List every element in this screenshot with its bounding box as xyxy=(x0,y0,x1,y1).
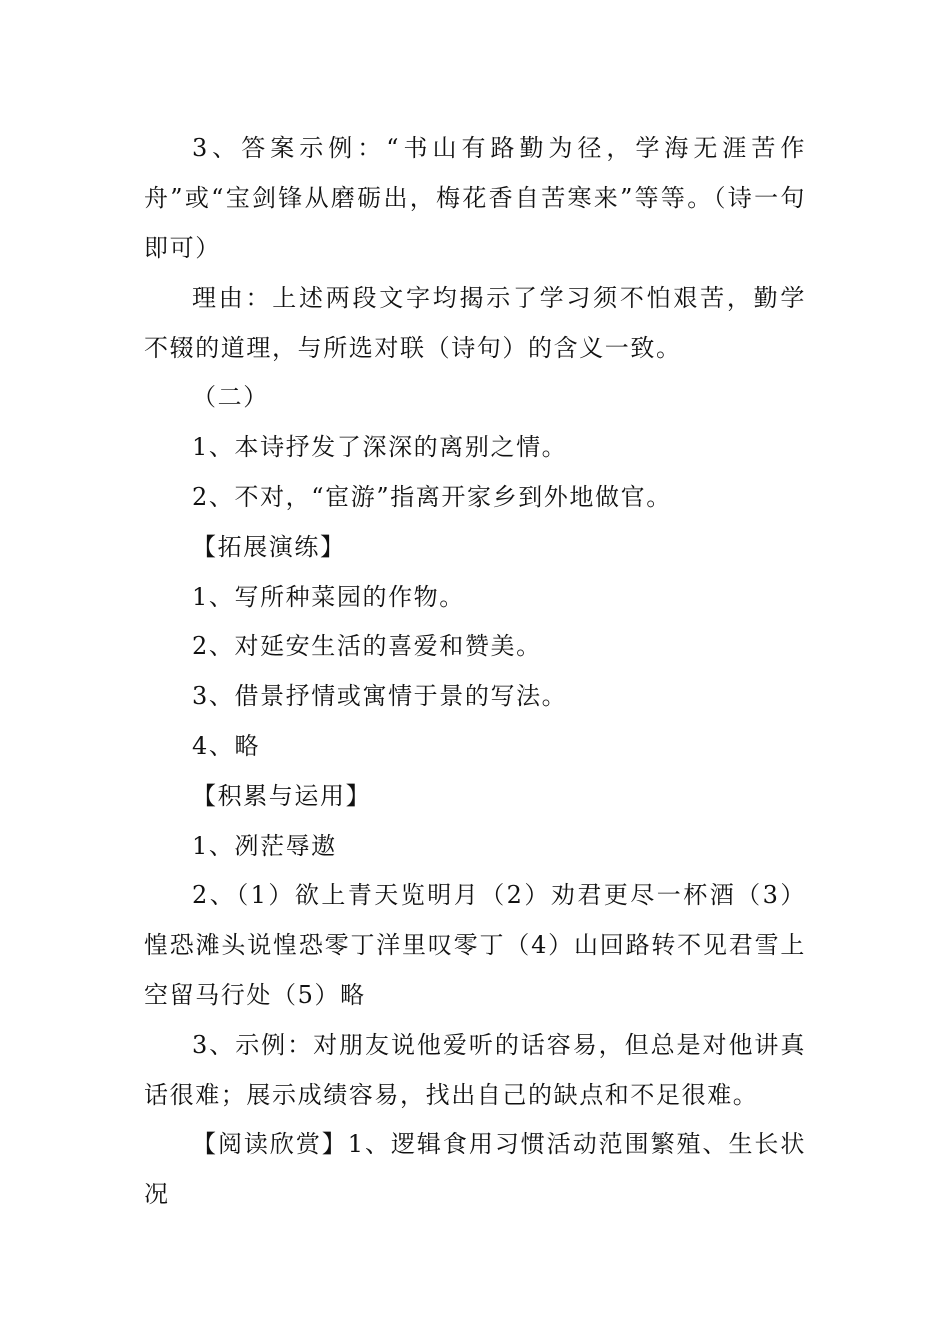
paragraph-reason: 理由：上述两段文字均揭示了学习须不怕艰苦，勤学不辍的道理，与所选对联（诗句）的含义一致。 xyxy=(144,284,806,362)
list-item: 1、冽茫辱遨 xyxy=(192,832,337,860)
list-item: 3、借景抒情或寓情于景的写法。 xyxy=(192,682,568,710)
paragraph-answer-example: 3、答案示例：“书山有路勤为径，学海无涯苦作舟”或“宝剑锋从磨砺出，梅花香自苦寒来”等等。（诗一句即可） xyxy=(144,134,806,262)
list-item: 2、对延安生活的喜爱和赞美。 xyxy=(192,632,542,660)
list-item: 1、写所种菜园的作物。 xyxy=(192,583,465,611)
list-item: 2、（1）欲上青天览明月（2）劝君更尽一杯酒（3）惶恐滩头说惶恐零丁洋里叹零丁（4）山回路转不见君雪上空留马行处（5）略 xyxy=(144,881,806,1009)
list-item: 4、略 xyxy=(192,732,261,760)
paragraph-reading-appreciation: 【阅读欣赏】1、逻辑食用习惯活动范围繁殖、生长状况 xyxy=(144,1130,806,1208)
section-heading-two: （二） xyxy=(192,383,269,411)
list-item: 1、本诗抒发了深深的离别之情。 xyxy=(192,433,568,461)
list-item: 3、示例：对朋友说他爱听的话容易，但总是对他讲真话很难；展示成绩容易，找出自己的缺点和不足很难。 xyxy=(144,1031,806,1109)
section-heading-accumulation: 【积累与运用】 xyxy=(192,782,372,810)
list-item: 2、不对，“宦游”指离开家乡到外地做官。 xyxy=(192,483,672,511)
section-heading-extension: 【拓展演练】 xyxy=(192,533,346,561)
